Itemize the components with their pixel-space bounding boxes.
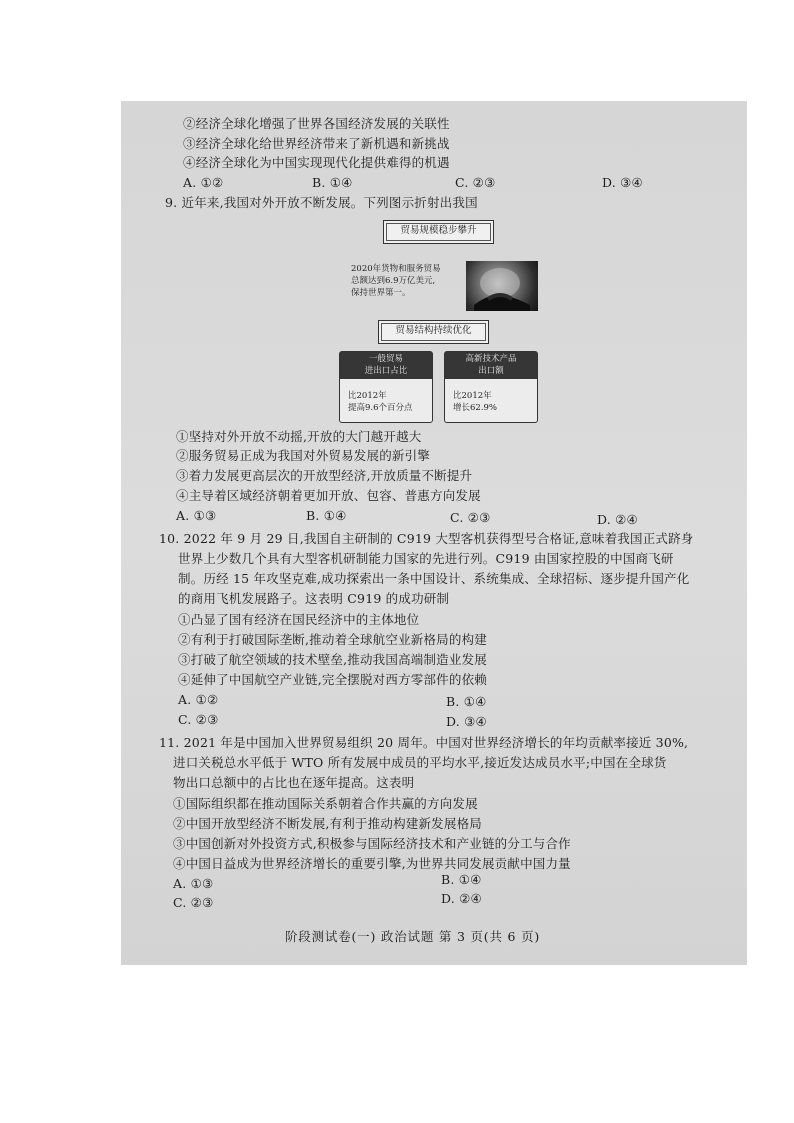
q10-option-1: ①凸显了国有经济在国民经济中的主体地位 xyxy=(178,612,420,627)
q10-option-4: ④延伸了中国航空产业链,完全摆脱对西方零部件的依赖 xyxy=(178,672,487,687)
q11-stem-line-3: 物出口总额中的占比也在逐年提高。这表明 xyxy=(173,775,415,790)
q9-choice-c: C. ②③ xyxy=(450,510,491,525)
q9-card1-head-line-1: 一般贸易 xyxy=(368,354,403,364)
q11-stem-line-1: 11. 2021 年是中国加入世界贸易组织 20 周年。中国对世界经济增长的年均贡献率接近 30%, xyxy=(159,735,689,750)
q10-choice-c: C. ②③ xyxy=(178,712,219,727)
q10-choice-a: A. ①② xyxy=(178,692,219,707)
q8-option-4: ④经济全球化为中国实现现代化提供难得的机遇 xyxy=(183,155,450,170)
q11-option-1: ①国际组织都在推动国际关系朝着合作共赢的方向发展 xyxy=(173,796,478,811)
q9-card2-body-line-1: 比2012年 xyxy=(453,391,492,401)
q9-card2-head-line-1: 高新技术产品 xyxy=(465,354,517,364)
q10-choice-b: B. ①④ xyxy=(446,694,487,709)
q10-stem-line-2: 世界上少数几个具有大型客机研制能力国家的先进行列。C919 由国家控股的中国商飞研 xyxy=(178,551,674,566)
handshake-globe-photo xyxy=(466,261,538,311)
q9-graphic-caption-line-2: 总额达到6.9万亿美元, xyxy=(351,276,436,286)
q9-stem: 9. 近年来,我国对外开放不断发展。下列图示折射出我国 xyxy=(165,195,478,210)
q8-choice-b: B. ①④ xyxy=(312,175,353,190)
q10-stem-line-4: 的商用飞机发展路子。这表明 C919 的成功研制 xyxy=(178,591,450,606)
q9-option-1: ①坚持对外开放不动摇,开放的大门越开越大 xyxy=(176,429,422,444)
q11-choice-c: C. ②③ xyxy=(173,895,214,910)
q9-graphic-caption-line-1: 2020年货物和服务贸易 xyxy=(351,264,441,274)
q9-option-3: ③着力发展更高层次的开放型经济,开放质量不断提升 xyxy=(176,468,473,483)
q8-choice-a: A. ①② xyxy=(183,175,224,190)
q10-option-3: ③打破了航空领域的技术壁垒,推动我国高端制造业发展 xyxy=(178,652,487,667)
q9-card1-body-line-2: 提高9.6个百分点 xyxy=(348,403,413,413)
q9-card-high-tech-export-head xyxy=(445,352,537,379)
q9-card-general-trade-body xyxy=(348,390,413,414)
q9-choice-b: B. ①④ xyxy=(306,508,347,523)
scanned-page xyxy=(121,101,747,965)
q9-choice-d: D. ②④ xyxy=(597,512,638,527)
q8-choice-d: D. ③④ xyxy=(602,175,643,190)
q9-option-4: ④主导着区域经济朝着更加开放、包容、普惠方向发展 xyxy=(176,488,481,503)
q10-stem-line-1: 10. 2022 年 9 月 29 日,我国自主研制的 C919 大型客机获得型号合格证,意味着我国正式跻身 xyxy=(159,531,694,546)
q9-card2-head-line-2: 出口额 xyxy=(478,366,504,376)
q9-card1-head-line-2: 进出口占比 xyxy=(364,366,408,376)
q9-card-high-tech-export-body xyxy=(453,390,497,414)
q9-graphic-caption-line-3: 保持世界第一。 xyxy=(351,288,411,298)
q10-option-2: ②有利于打破国际垄断,推动着全球航空业新格局的构建 xyxy=(178,632,487,647)
q11-option-2: ②中国开放型经济不断发展,有利于推动构建新发展格局 xyxy=(173,816,482,831)
q11-choice-b: B. ①④ xyxy=(441,872,482,887)
page-footer: 阶段测试卷(一) 政治试题 第 3 页(共 6 页) xyxy=(285,929,541,944)
q9-graphic-title-trade-structure: 贸易结构持续优化 xyxy=(378,320,489,344)
q9-card-general-trade-head xyxy=(340,352,432,379)
q8-choice-c: C. ②③ xyxy=(455,175,496,190)
q11-option-3: ③中国创新对外投资方式,积极参与国际经济技术和产业链的分工与合作 xyxy=(173,836,571,851)
q9-graphic-title-trade-scale: 贸易规模稳步攀升 xyxy=(383,220,494,244)
q9-card2-body-line-2: 增长62.9% xyxy=(453,403,498,413)
q9-option-2: ②服务贸易正成为我国对外贸易发展的新引擎 xyxy=(176,448,431,463)
q8-option-3: ③经济全球化给世界经济带来了新机遇和新挑战 xyxy=(183,136,450,151)
q9-choice-a: A. ①③ xyxy=(176,508,217,523)
q9-card-general-trade xyxy=(339,351,433,423)
q11-choice-a: A. ①③ xyxy=(173,876,214,891)
q8-option-2: ②经济全球化增强了世界各国经济发展的关联性 xyxy=(183,116,450,131)
q10-stem-line-3: 制。历经 15 年攻坚克难,成功探索出一条中国设计、系统集成、全球招标、逐步提升国产化 xyxy=(178,571,690,586)
q11-stem-line-2: 进口关税总水平低于 WTO 所有发展中成员的平均水平,接近发达成员水平;中国在全球货 xyxy=(173,755,667,770)
q11-option-4: ④中国日益成为世界经济增长的重要引擎,为世界共同发展贡献中国力量 xyxy=(173,856,571,871)
q9-card1-body-line-1: 比2012年 xyxy=(348,391,387,401)
q10-choice-d: D. ③④ xyxy=(446,714,487,729)
q11-choice-d: D. ②④ xyxy=(441,891,482,906)
q9-card-high-tech-export xyxy=(444,351,538,423)
